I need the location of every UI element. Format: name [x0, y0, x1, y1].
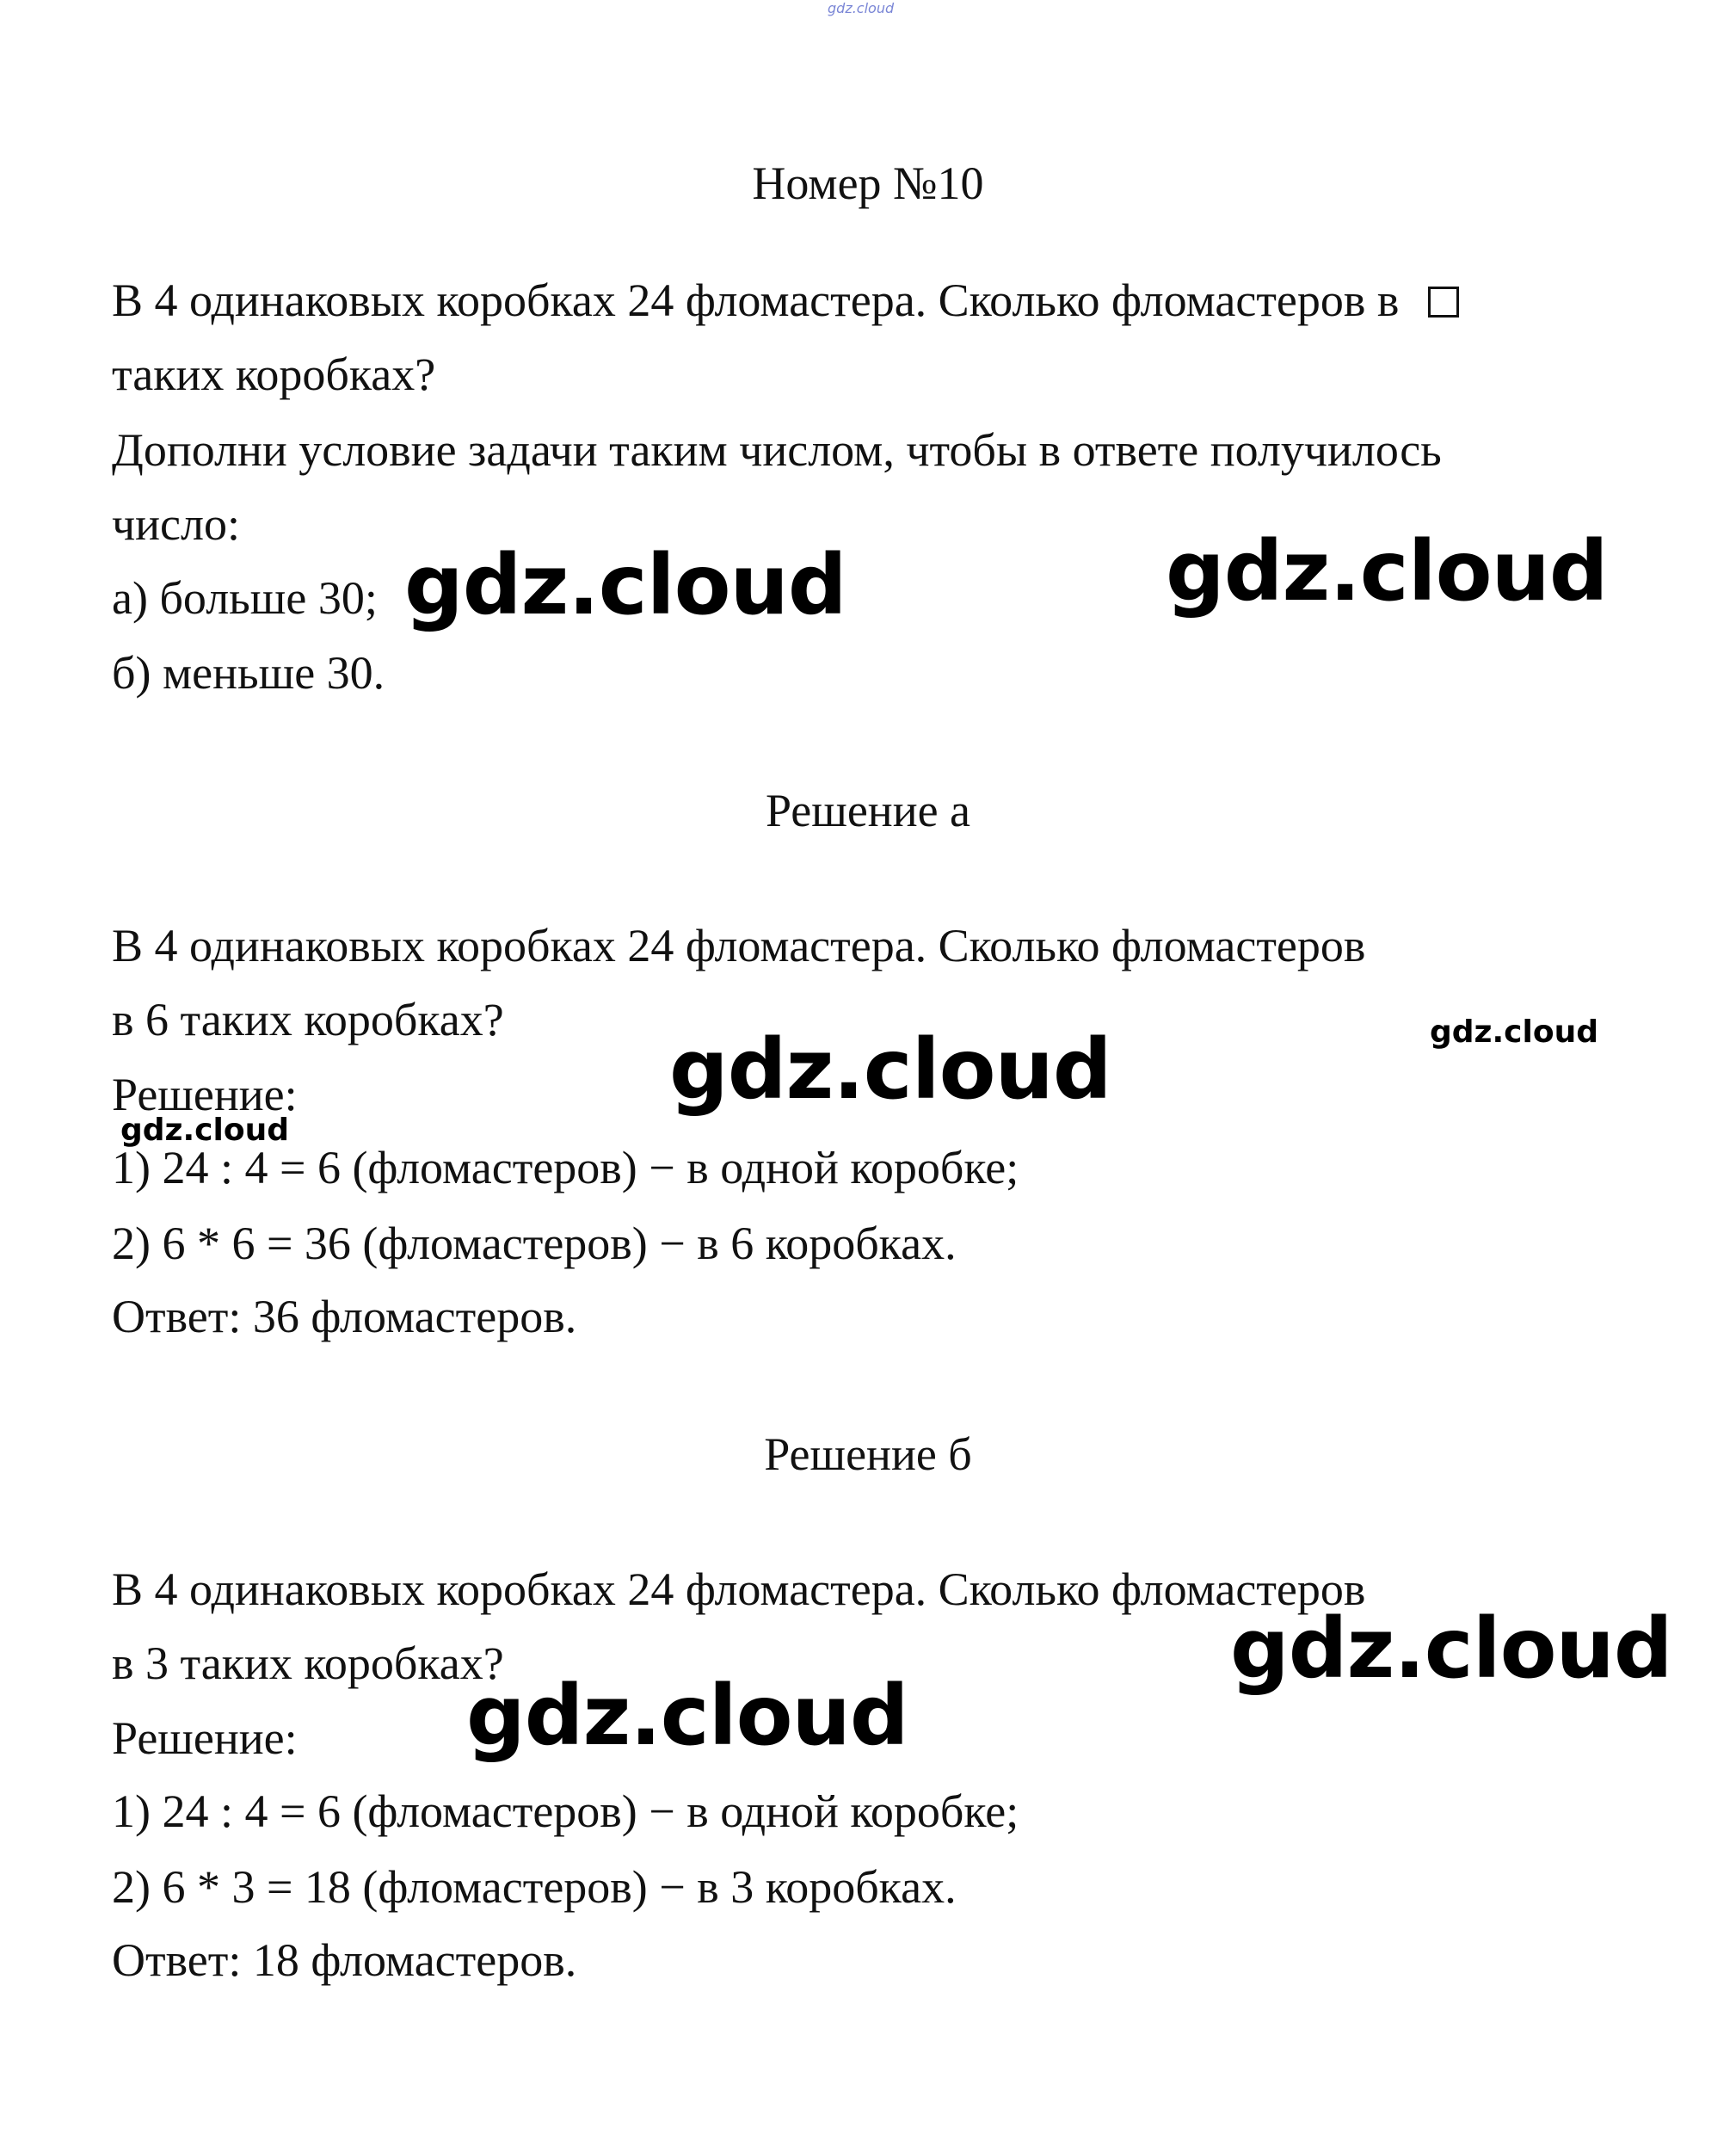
- watermark: gdz.cloud: [120, 1113, 289, 1148]
- page-title: Номер №10: [752, 157, 984, 209]
- watermark: gdz.cloud: [404, 537, 846, 633]
- solution-a-line-2: в 6 таких коробках?: [112, 994, 504, 1045]
- solution-b-line-2: в 3 таких коробках?: [112, 1637, 504, 1689]
- watermark: gdz.cloud: [669, 1021, 1111, 1118]
- watermark: gdz.cloud: [1166, 523, 1608, 620]
- watermark: gdz.cloud: [466, 1668, 908, 1764]
- header-watermark: gdz.cloud: [828, 0, 895, 16]
- solution-a-answer: Ответ: 36 фломастеров.: [112, 1291, 577, 1342]
- solution-a-step-1: 1) 24 : 4 = 6 (фломастеров) − в одной коробке;: [112, 1142, 1019, 1193]
- task-line-1-text: В 4 одинаковых коробках 24 фломастера. Сколько фломастеров в: [112, 274, 1400, 326]
- task-line-1: [112, 274, 1459, 326]
- solution-a-label: Решение:: [112, 1069, 298, 1120]
- watermark: gdz.cloud: [1230, 1600, 1672, 1697]
- empty-box-icon: [1428, 287, 1459, 318]
- solution-a-line-1: В 4 одинаковых коробках 24 фломастера. Сколько фломастеров: [112, 920, 1366, 971]
- solution-b-answer: Ответ: 18 фломастеров.: [112, 1934, 577, 1986]
- task-line-2: таких коробках?: [112, 348, 436, 400]
- task-line-3: Дополни условие задачи таким числом, чтобы в ответе получилось: [112, 424, 1442, 476]
- solution-b-step-1: 1) 24 : 4 = 6 (фломастеров) − в одной коробке;: [112, 1785, 1019, 1837]
- task-option-b: б) меньше 30.: [112, 647, 385, 699]
- solution-a-heading: Решение а: [765, 785, 971, 836]
- task-option-a: а) больше 30;: [112, 572, 378, 624]
- solution-b-label: Решение:: [112, 1712, 298, 1764]
- watermark: gdz.cloud: [1430, 1014, 1598, 1050]
- solution-b-step-2: 2) 6 * 3 = 18 (фломастеров) − в 3 коробках.: [112, 1861, 957, 1913]
- solution-b-line-1: В 4 одинаковых коробках 24 фломастера. Сколько фломастеров: [112, 1563, 1366, 1615]
- solution-b-heading: Решение б: [764, 1428, 972, 1480]
- task-line-4: число:: [112, 498, 240, 550]
- solution-a-step-2: 2) 6 * 6 = 36 (фломастеров) − в 6 коробках.: [112, 1218, 957, 1269]
